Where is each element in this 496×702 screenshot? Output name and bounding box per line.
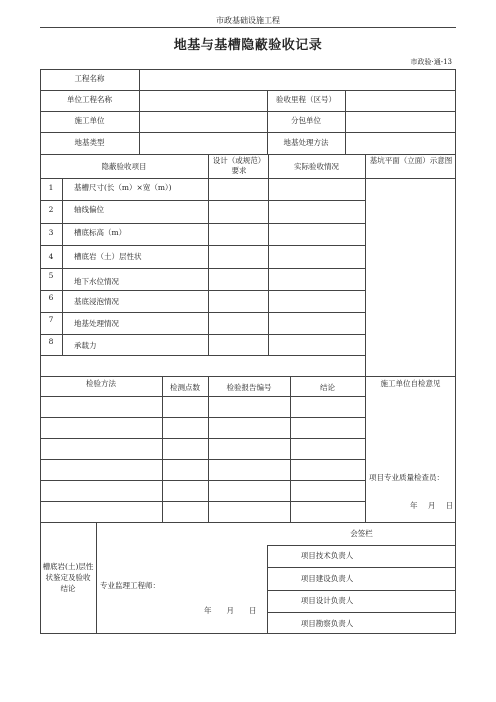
rule (268, 154, 269, 355)
supervisor-label: 专业监理工程师： (100, 581, 160, 590)
item-name: 槽底岩（土）层性状 (74, 252, 142, 261)
treatment-method-label: 地基处理方法 (283, 138, 329, 147)
rule (40, 111, 456, 112)
rule (345, 90, 346, 154)
rule (96, 522, 97, 634)
role-tech-lead: 项目技术负责人 (300, 551, 354, 560)
rule (40, 376, 456, 377)
conclusion-label: 槽底岩(土)层性状鉴定及验收结论 (42, 562, 94, 593)
report-header: 检验报告编号 (226, 383, 272, 392)
item-name: 地基处理情况 (74, 319, 119, 328)
role-construction-lead: 项目建设负责人 (300, 574, 354, 583)
self-check-header: 施工单位自检意见 (380, 379, 441, 388)
document-title: 地基与基槽隐蔽验收记录 (173, 38, 323, 53)
rule (40, 438, 365, 439)
rule (267, 612, 456, 613)
rule (40, 90, 456, 91)
rule (208, 154, 209, 355)
method-header: 检验方法 (86, 379, 116, 388)
rule (40, 396, 365, 397)
rule (40, 522, 456, 523)
item-name: 承载力 (74, 341, 97, 350)
points-header: 检测点数 (170, 383, 200, 392)
item-no: 8 (48, 337, 54, 346)
unit-project-label: 单位工程名称 (67, 95, 112, 104)
rule (267, 590, 456, 591)
rule (267, 567, 456, 568)
rule (40, 501, 365, 502)
item-name: 轴线偏位 (74, 205, 104, 214)
foundation-type-label: 地基类型 (74, 138, 105, 147)
rule (40, 312, 365, 313)
document-header: 市政基础设施工程 (216, 16, 280, 25)
item-no: 3 (48, 228, 54, 237)
rule (40, 245, 365, 246)
rule (40, 290, 365, 291)
item-no: 2 (48, 205, 54, 214)
item-header: 隐蔽验收项目 (101, 162, 147, 171)
rule (40, 178, 456, 179)
rule (40, 480, 365, 481)
plan-header: 基坑平面（立面）示意图 (369, 156, 453, 165)
construction-unit-label: 施工单位 (74, 116, 105, 125)
quality-inspector-label: 项目专业质量检查员： (369, 473, 444, 482)
item-name: 地下水位情况 (74, 277, 119, 286)
item-name: 基槽尺寸(长（m）×宽（m）) (74, 183, 172, 192)
rule (40, 355, 365, 356)
countersign-label: 会签栏 (350, 529, 373, 538)
rule (40, 459, 365, 460)
rule (162, 376, 163, 522)
rule (40, 417, 365, 418)
item-no: 6 (48, 293, 54, 302)
rule (40, 200, 365, 201)
actual-header: 实际验收情况 (294, 162, 339, 171)
rule (40, 154, 456, 155)
header-rule (40, 27, 456, 28)
rule (208, 376, 209, 522)
rule (290, 376, 291, 522)
item-no: 4 (48, 252, 54, 261)
item-name: 槽底标高（m） (74, 228, 127, 237)
role-survey-lead: 项目勘察负责人 (300, 619, 354, 628)
self-check-date: 年 月 日 (410, 501, 454, 510)
conclusion-header: 结论 (320, 383, 335, 392)
rule (40, 132, 456, 133)
item-no: 5 (48, 271, 54, 280)
subcontract-unit-label: 分包单位 (291, 116, 321, 125)
rule (62, 178, 63, 355)
role-design-lead: 项目设计负责人 (300, 596, 354, 605)
rule (365, 154, 366, 522)
rule (40, 334, 365, 335)
rule (267, 545, 456, 546)
project-name-label: 工程名称 (74, 74, 105, 83)
item-no: 1 (48, 183, 54, 192)
supervisor-date: 年 月 日 (204, 606, 257, 615)
rule (40, 268, 365, 269)
form-code: 市政验·通-13 (410, 58, 452, 66)
rule (139, 69, 140, 154)
item-no: 7 (48, 315, 54, 324)
item-name: 基底浸泡情况 (74, 297, 119, 306)
mileage-label: 验收里程（区号） (276, 95, 336, 104)
design-header: 设计（或规范）要求 (212, 156, 266, 176)
rule (40, 223, 365, 224)
